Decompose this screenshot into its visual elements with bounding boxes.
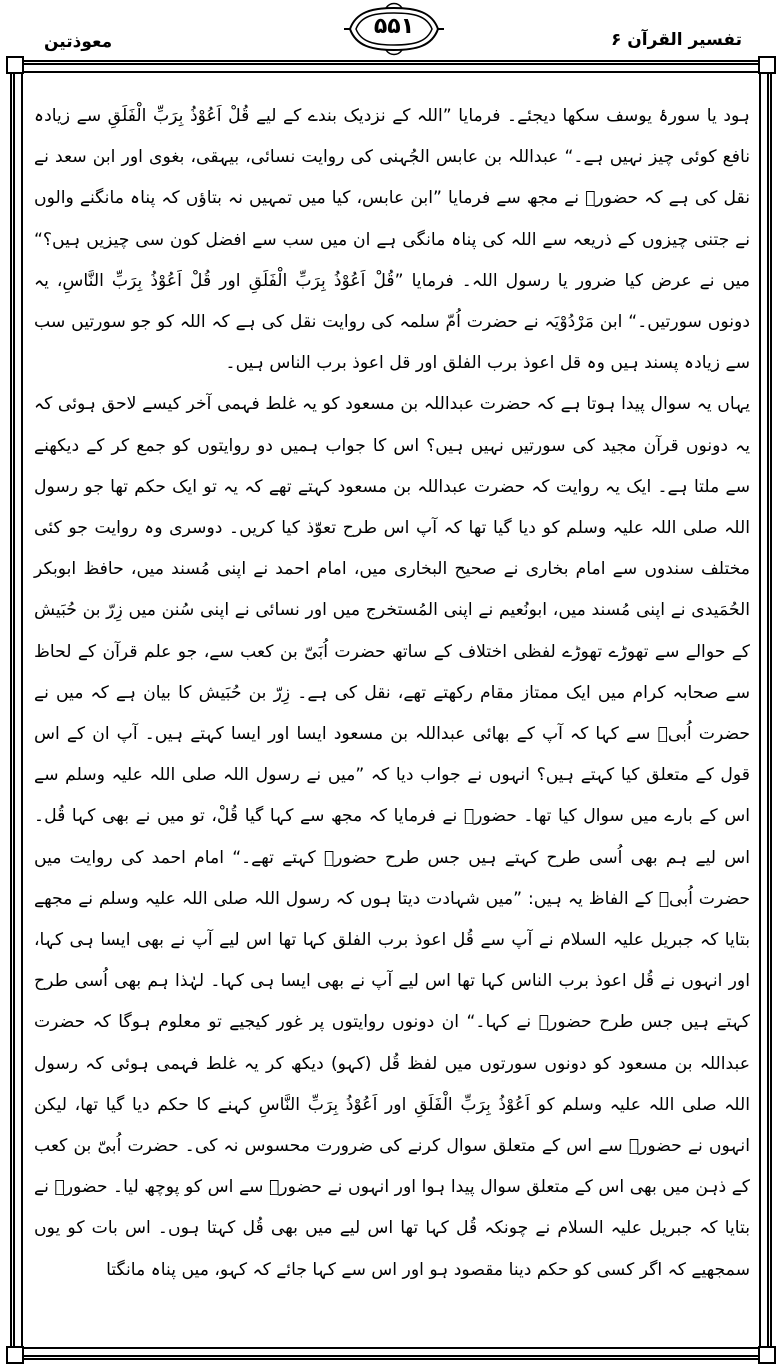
corner-ornament-icon xyxy=(758,56,776,74)
page-body xyxy=(34,96,750,1346)
corner-ornament-icon xyxy=(758,1346,776,1364)
book-title: تفسیر القرآن ۶ xyxy=(610,30,742,50)
corner-ornament-icon xyxy=(6,56,24,74)
page-number-ornament xyxy=(342,2,446,56)
page-header xyxy=(0,0,784,62)
surah-name: معوذتین xyxy=(44,32,113,52)
paragraph-2: یہاں یہ سوال پیدا ہوتا ہے کہ حضرت عبداللہ بن مسعود کو یہ غلط فہمی آخر کیسے لاحق ہوئی کہ یہ دونوں قرآن مجید کی سورتیں نہیں ہیں؟ اس کا جواب ہمیں دو روایتوں کو جمع کر کے دیکھنے سے ملتا ہے۔ ایک یہ روایت کہ حضرت عبداللہ بن مسعود کہتے تھے کہ یہ تو ایک حکم تھا جو رسول اللہ صلی اللہ علیہ وسلم کو دیا گیا تھا کہ آپ اس طرح تعوّذ کیا کریں۔ دوسری وہ روایت جو کئی مختلف سندوں سے امام بخاری نے صحیح البخاری میں، امام احمد نے اپنی مُسند میں، حافظ ابوبکر الحُمَیدی نے اپنی مُسند میں، ابونُعیم نے اپنی المُستخرج میں اور نسائی نے اپنی سُنن میں زِرّ بن حُبَیش کے حوالے سے تھوڑے تھوڑے لفظی اختلاف کے ساتھ حضرت اُبَیّ بن کعب سے، جو علم قرآن کے لحاظ سے صحابہ کرام میں ایک ممتاز مقام رکھتے تھے، نقل کی ہے۔ زِرّ بن حُبَیش کا بیان ہے کہ میں نے حضرت اُبیؓ سے کہا کہ آپ کے بھائی عبداللہ بن مسعود ایسا اور ایسا کہتے ہیں۔ آپ ان کے اس قول کے متعلق کیا کہتے ہیں؟ انہوں نے جواب دیا کہ ”میں نے رسول اللہ صلی اللہ علیہ وسلم سے اس کے بارے میں سوال کیا تھا۔ حضورؐ نے فرمایا کہ مجھ سے کہا گیا قُلْ، تو میں نے بھی کہا قُل۔ اس لیے ہم بھی اُسی طرح کہتے ہیں جس طرح حضورؐ کہتے تھے۔“ امام احمد کی روایت میں حضرت اُبیؓ کے الفاظ یہ ہیں: ”میں شہادت دیتا ہوں کہ رسول اللہ صلی اللہ علیہ وسلم نے مجھے بتایا کہ جبریل علیہ السلام نے آپ سے قُل اعوذ برب الفلق کہا تھا اس لیے آپ نے بھی ایسا ہی کہا، اور انہوں نے قُل اعوذ برب الناس کہا تھا اس لیے آپ نے بھی ایسا ہی کہا۔ لہٰذا ہم بھی اُسی طرح کہتے ہیں جس طرح حضورؐ نے کہا۔“ ان دونوں روایتوں پر غور کیجیے تو معلوم ہوگا کہ حضرت عبداللہ بن مسعود کو دونوں سورتوں میں لفظ قُل (کہو) دیکھ کر یہ غلط فہمی ہوئی کہ رسول اللہ صلی اللہ علیہ وسلم کو اَعُوْذُ بِرَبِّ الْفَلَقِ اور اَعُوْذُ بِرَبِّ النَّاسِ کہنے کا حکم دیا گیا تھا، لیکن انہوں نے حضورؐ سے اس کے متعلق سوال کرنے کی ضرورت محسوس نہ کی۔ حضرت اُبیّ بن کعب کے ذہن میں بھی اس کے متعلق سوال پیدا ہوا اور انہوں نے حضورؐ سے اس کو پوچھ لیا۔ حضورؐ نے بتایا کہ جبریل علیہ السلام نے چونکہ قُل کہا تھا اس لیے میں بھی قُل کہتا ہوں۔ اس بات کو یوں سمجھیے کہ اگر کسی کو حکم دینا مقصود ہو اور اس سے کہا جائے کہ کہو، میں پناہ مانگتا xyxy=(34,394,750,1280)
paragraph-1: ہود یا سورۂ یوسف سکھا دیجئے۔ فرمایا ”اللہ کے نزدیک بندے کے لیے قُلْ اَعُوْذُ بِرَبِّ الْفَلَقِ سے زیادہ نافع کوئی چیز نہیں ہے۔“ عبداللہ بن عابس الجُہنی کی روایت نسائی، بیہقی، بغوی اور ابن سعد نے نقل کی ہے کہ حضورؐ نے مجھ سے فرمایا ”ابن عابس، کیا میں تمہیں نہ بتاؤں کہ پناہ مانگنے والوں نے جتنی چیزوں کے ذریعہ سے اللہ کی پناہ مانگی ہے ان میں سب سے افضل کون سی چیزیں ہیں؟“ میں نے عرض کیا ضرور یا رسول اللہ۔ فرمایا ”قُلْ اَعُوْذُ بِرَبِّ الْفَلَقِ اور قُلْ اَعُوْذُ بِرَبِّ النَّاسِ، یہ دونوں سورتیں۔“ ابن مَرْدُوْیَہ نے حضرت اُمّ سلمہ کی روایت نقل کی ہے کہ اللہ کو جو سورتیں سب سے زیادہ پسند ہیں وہ قل اعوذ برب الفلق اور قل اعوذ برب الناس ہیں۔ xyxy=(34,106,750,374)
corner-ornament-icon xyxy=(6,1346,24,1364)
page-number: ۵۵۱ xyxy=(373,14,415,39)
